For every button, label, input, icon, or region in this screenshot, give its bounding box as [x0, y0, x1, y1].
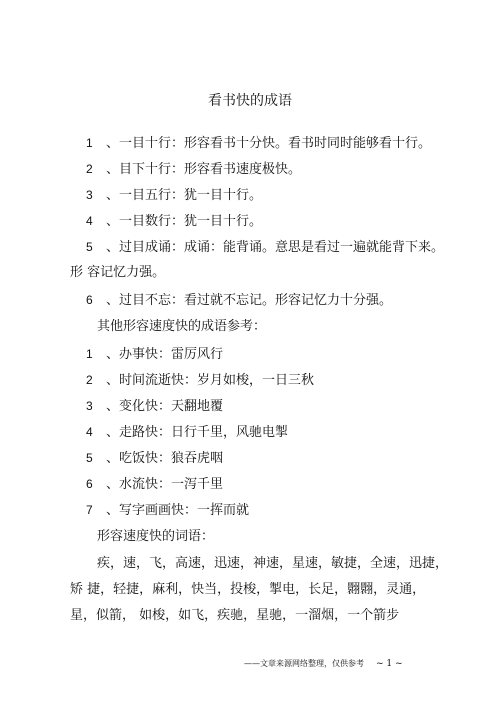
item-number: 5	[86, 240, 93, 254]
list-item	[86, 186, 262, 205]
page-footer	[244, 658, 403, 669]
list-item	[86, 291, 392, 310]
item-text: 、变化快：天翻地覆	[106, 399, 224, 414]
page-number: ~ 1 ~	[376, 659, 403, 669]
item-text: 、过目不忘：看过就不忘记。形容记忆力十分强。	[106, 293, 393, 308]
list-item	[86, 238, 444, 257]
list-item	[86, 423, 288, 442]
item-text: 、水流快：一泻千里	[106, 477, 224, 492]
item-text: 、过目成诵：成诵：能背诵。意思是看过一遍就能背下来。	[106, 240, 445, 255]
list-item	[86, 449, 223, 468]
item-number: 4	[86, 214, 93, 228]
list-item	[86, 371, 314, 390]
item-text: 、一目十行：形容看书十分快。看书时同时能够看十行。	[106, 136, 432, 151]
item-text: 、走路快：日行千里，风驰电掣	[106, 425, 289, 440]
item-number: 1	[86, 347, 93, 361]
item-text: 、一目五行：犹一目十行。	[106, 188, 263, 203]
item-number: 5	[86, 451, 93, 465]
item-text: 、办事快：雷厉风行	[106, 347, 224, 362]
item-text: 、吃饭快：狼吞虎咽	[106, 451, 224, 466]
item-continuation: 形 容记忆力强。	[70, 265, 166, 280]
list-item	[86, 501, 249, 520]
item-number: 4	[86, 425, 93, 439]
item-number: 6	[86, 477, 93, 491]
section-heading: 其他形容速度快的成语参考：	[97, 319, 267, 334]
item-number: 2	[86, 373, 93, 387]
item-number: 3	[86, 399, 93, 413]
item-number: 2	[86, 162, 93, 176]
item-number: 6	[86, 293, 93, 307]
words-line: 星，似箭， 如梭，如飞，疾驰，星驰，一溜烟，一个箭步	[70, 608, 400, 623]
words-line: 矫 捷，轻捷，麻利，快当，投梭，掣电，长足，翾翾，灵通，	[70, 582, 426, 597]
item-text: 、时间流逝快：岁月如梭，一日三秋	[106, 373, 315, 388]
item-number: 7	[86, 503, 93, 517]
item-number: 3	[86, 188, 93, 202]
source-note: ——文章来源网络整理，仅供参考	[244, 659, 364, 668]
words-line: 疾，速，飞，高速，迅速，神速，星速，敏捷，全速，迅捷，	[97, 556, 449, 571]
list-item	[86, 160, 301, 179]
item-number: 1	[86, 136, 93, 150]
item-text: 、写字画画快：一挥而就	[106, 503, 250, 518]
item-text: 、目下十行：形容看书速度极快。	[106, 162, 302, 177]
list-item	[86, 212, 262, 231]
list-item	[86, 397, 223, 416]
item-text: 、一目数行：犹一目十行。	[106, 214, 263, 229]
list-item	[86, 134, 431, 153]
document-title: 看书快的成语	[208, 93, 292, 109]
list-item	[86, 345, 223, 364]
section-heading: 形容速度快的词语：	[97, 529, 215, 544]
list-item	[86, 475, 223, 494]
